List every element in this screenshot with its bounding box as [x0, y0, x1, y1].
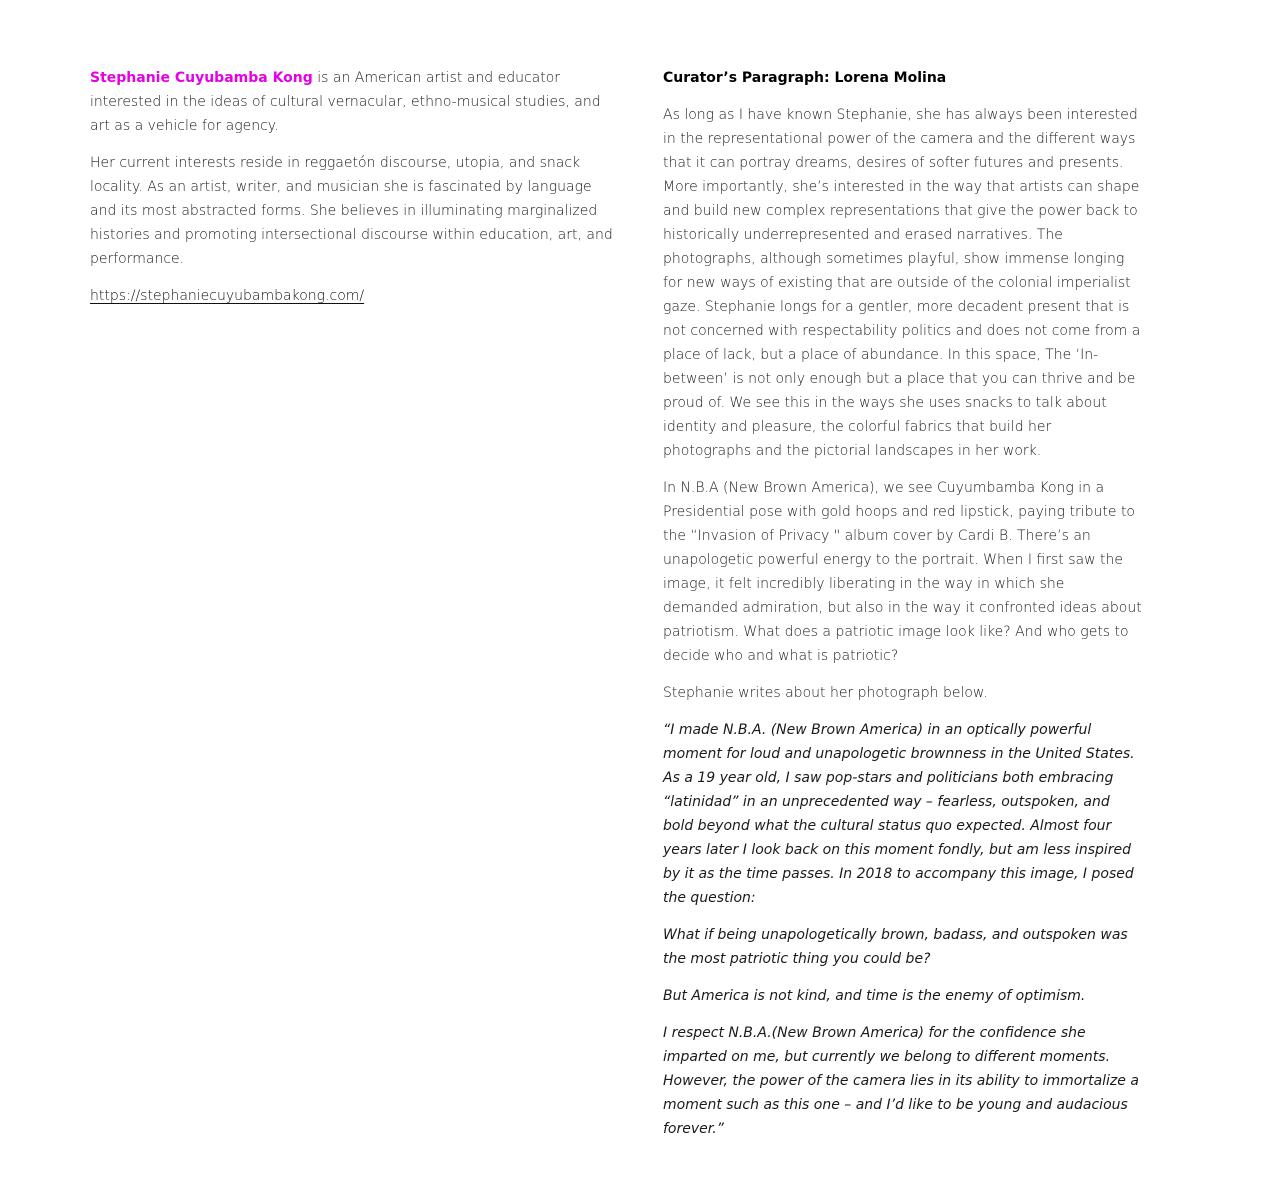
curator-paragraph-2: In N.B.A (New Brown America), we see Cuyumbamba Kong in a Presidential pose with gold hoops and red lipstick, paying tribute to the “Invasion of Privacy " album cover by Cardi B. There’s an unapologetic powerful energy to the portrait. When I first saw the image, it felt incredibly liberating in the way in which she demanded admiration, but also in the way it confronted ideas about patriotism. What does a patriotic image look like? And who gets to decide who and what is patriotic?	[663, 480, 1142, 664]
artist-quote-1: “I made N.B.A. (New Brown America) in an optically powerful moment for loud and unapologetic brownness in the United States. As a 19 year old, I saw pop-stars and politicians both embracing “latinidad” in an unprecedented way – fearless, outspoken, and bold beyond what the cultural status quo expected. Almost four years later I look back on this moment fondly, but am less inspired by it as the time passes. In 2018 to accompany this image, I posed the question:	[663, 722, 1135, 906]
artist-website-paragraph	[90, 284, 620, 308]
artist-bio-intro-text: is an American artist and educator interested in the ideas of cultural vernacular, ethno-musical studies, and art as a vehicle for agency.	[90, 70, 601, 134]
curator-column	[663, 66, 1143, 1154]
artist-quote-4: I respect N.B.A.(New Brown America) for the confidence she imparted on me, but currently we belong to different moments. However, the power of the camera lies in its ability to immortalize a moment such as this one – and I’d like to be young and audacious forever.”	[663, 1025, 1139, 1137]
artist-bio-column	[90, 66, 620, 321]
artist-name: Stephanie Cuyubamba Kong	[90, 70, 313, 86]
curator-paragraph-1: As long as I have known Stephanie, she has always been interested in the representational power of the camera and the different ways that it can portray dreams, desires of softer futures and presents. More importantly, she’s interested in the way that artists can shape and build new complex representations that give the power back to historically underrepresented and erased narratives. The photographs, although sometimes playful, show immense longing for new ways of existing that are outside of the colonial imperialist gaze. Stephanie longs for a gentler, more decadent present that is not concerned with respectability politics and does not come from a place of lack, but a place of abundance. In this space, The ‘In-between’ is not only enough but a place that you can thrive and be proud of. We see this in the ways she uses snacks to talk about identity and pleasure, the colorful fabrics that build her photographs and the pictorial landscapes in her work.	[663, 107, 1141, 459]
artist-bio-intro	[90, 66, 620, 138]
artist-quote-2: What if being unapologetically brown, badass, and outspoken was the most patriotic thing you could be?	[663, 927, 1128, 967]
artist-quote-3: But America is not kind, and time is the enemy of optimism.	[663, 988, 1086, 1004]
artist-website-link[interactable]: https://stephaniecuyubambakong.com/	[90, 288, 365, 304]
curator-heading: Curator’s Paragraph: Lorena Molina	[663, 70, 947, 86]
artist-bio-interests: Her current interests reside in reggaetón discourse, utopia, and snack locality. As an artist, writer, and musician she is fascinated by language and its most abstracted forms. She believes in illuminating marginalized histories and promoting intersectional discourse within education, art, and performance.	[90, 155, 613, 267]
curator-paragraph-3: Stephanie writes about her photograph below.	[663, 685, 988, 701]
